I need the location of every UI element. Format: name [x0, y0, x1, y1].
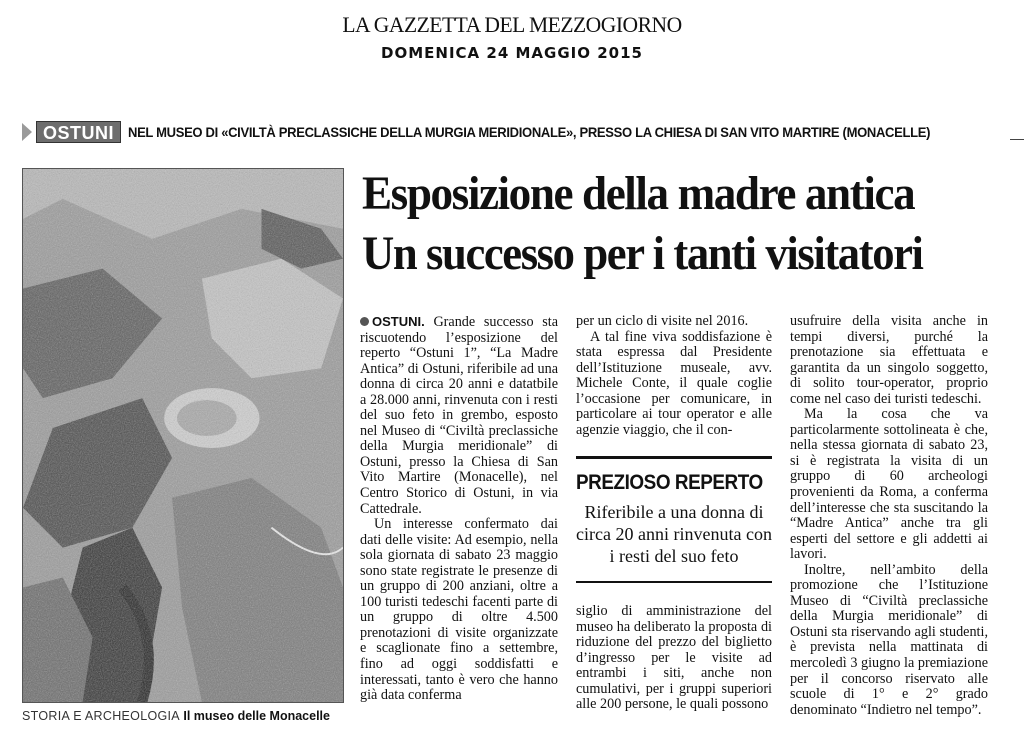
kicker-headline: NEL MUSEO DI «CIVILTÀ PRECLASSICHE DELLA MURGIA MERIDIONALE», PRESSO LA CHIESA DI SAN VITO MARTIRE (MONACELLE) — [128, 124, 931, 140]
caption-label: STORIA E ARCHEOLOGIA — [22, 709, 180, 723]
body-paragraph: per un ciclo di visite nel 2016. — [576, 313, 749, 329]
bullet-icon — [360, 317, 369, 326]
body-paragraph: A tal fine viva soddisfazione è stata espressa dal Presidente dell’Istituzione museale, avv. Michele Conte, il quale coglie l’occasione per comunicare, in particolare ai tour operator e alle agenzie viaggio, che il con- — [576, 328, 772, 438]
margin-rule — [1010, 139, 1024, 140]
article-photo — [22, 168, 344, 703]
article-column-2 — [576, 314, 772, 438]
article-column-1 — [360, 314, 558, 704]
masthead — [0, 12, 1024, 62]
body-paragraph: Grande successo sta riscuotendo l’esposizione del reperto “Ostuni 1”, “La Madre Antica” di Ostuni, riferibile ad una donna di circa 20 anni e datatbile a 28.000 anni, rinvenuta con i resti del suo feto in grembo, esposto nel Museo di “Civiltà preclassiche della Murgia meridionale” di Ostuni, presso la Chiesa di San Vito Martire (Monacelle), nel Centro Storico di Ostuni, in via Cattedrale. — [360, 314, 558, 517]
dateline: OSTUNI. — [372, 314, 425, 329]
photo-caption — [22, 709, 352, 723]
newspaper-name: LA GAZZETTA DEL MEZZOGIORNO — [342, 12, 682, 37]
publication-date: DOMENICA 24 MAGGIO 2015 — [381, 44, 643, 62]
caption-text: Il museo delle Monacelle — [183, 709, 330, 723]
excavation-image — [23, 169, 343, 702]
body-paragraph: siglio di amministrazione del museo ha deliberato la proposta di riduzione del prezzo del biglietto d’ingresso per le visite ad entrambi i siti, anche non cumulativi, per i gruppi superiori alle 200 persone, le quali possono — [576, 603, 772, 713]
divider — [576, 581, 772, 583]
body-paragraph: Ma la cosa che va particolarmente sottolineata è che, nella stessa giornata di sabato 23, si è registrata la visita di un gruppo di 60 archeologi provenienti da Roma, a conferma dell’interesse che sta suscitando la “Madre Antica” anche tra gli esperti del settore e gli addetti ai lavori. — [790, 406, 988, 563]
article-title: Esposizione della madre antica — [362, 167, 915, 220]
article-column-2-continued — [576, 604, 772, 713]
arrow-icon — [22, 123, 32, 141]
pull-quote-box — [576, 456, 772, 583]
pull-quote-title: PREZIOSO REPERTO — [576, 471, 763, 494]
article-subtitle: Un successo per i tanti visitatori — [362, 227, 923, 280]
pull-quote-text: Riferibile a una donna di circa 20 anni rinvenuta con i resti del suo feto — [576, 502, 772, 566]
location-tag: OSTUNI — [36, 121, 121, 143]
divider — [576, 456, 772, 459]
body-paragraph: Un interesse confermato dai dati delle visite: Ad esempio, nella sola giornata di sabato 23 maggio sono state registrate le presenze di un gruppo di 200 anziani, oltre a 100 turisti tedeschi facenti parte di un gruppo di oltre 4.500 prenotazioni di visite organizzate e scaglionate fino a settembre, fino ad oggi soddisfatti e interessati, tanto è vero che hanno già data conferma — [360, 516, 558, 704]
body-paragraph: usufruire della visita anche in tempi diversi, purché la prenotazione sia effettuata e garantita da un singolo soggetto, di solito tour-operator, proprio come nel caso dei turisti tedeschi. — [790, 313, 988, 407]
article-column-3 — [790, 314, 988, 718]
kicker — [22, 121, 1007, 143]
body-paragraph: Inoltre, nell’ambito della promozione che l’Istituzione Museo di “Civiltà preclassiche della Murgia meridionale” di Ostuni sta riservando agli studenti, è prevista nella mattinata di mercoledì 3 giugno la premiazione per il concorso riservato alle scuole di 1° e 2° grado denominato “Indietro nel tempo”. — [790, 561, 988, 718]
